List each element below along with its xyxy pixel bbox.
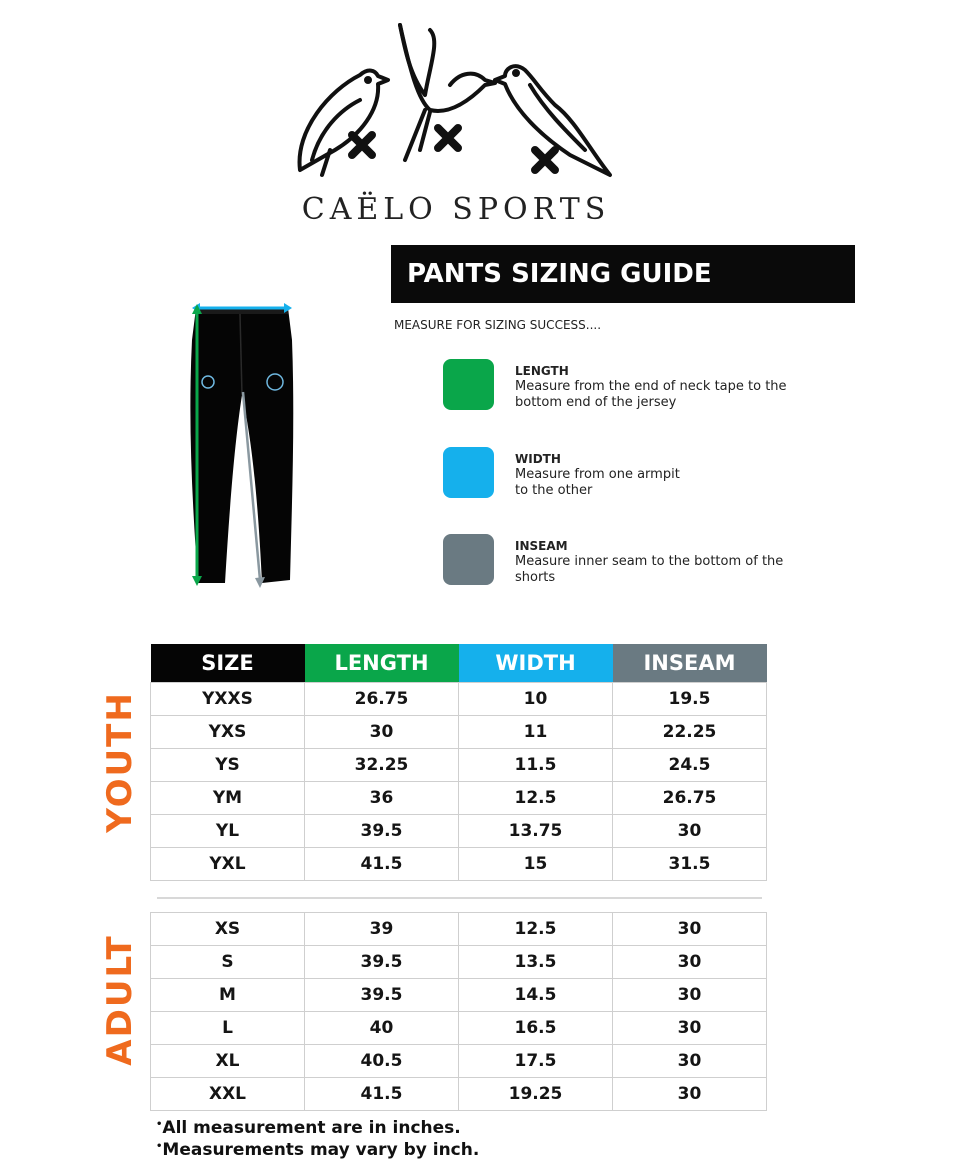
legend-width (443, 447, 843, 499)
legend-inseam (443, 534, 843, 586)
legend-length (443, 359, 843, 411)
subtitle: MEASURE FOR SIZING SUCCESS.... (394, 318, 602, 332)
table-row (151, 848, 767, 881)
cell-inseam: 24.5 (613, 749, 767, 782)
cell-size: YS (151, 749, 305, 782)
header-width: WIDTH (459, 644, 613, 683)
cell-width: 11.5 (459, 749, 613, 782)
cell-inseam: 30 (613, 1078, 767, 1111)
cell-size: XS (151, 913, 305, 946)
note-inches-text: All measurement are in inches. (162, 1118, 461, 1138)
cell-width: 12.5 (459, 782, 613, 815)
cell-inseam: 30 (613, 815, 767, 848)
cell-length: 41.5 (305, 1078, 459, 1111)
cell-size: L (151, 1012, 305, 1045)
legend-inseam-title: INSEAM (515, 539, 568, 553)
cell-length: 40 (305, 1012, 459, 1045)
cell-width: 10 (459, 683, 613, 716)
cell-length: 41.5 (305, 848, 459, 881)
cell-inseam: 30 (613, 1045, 767, 1078)
legend-width-title: WIDTH (515, 452, 561, 466)
adult-size-table (150, 912, 767, 1111)
cell-width: 13.5 (459, 946, 613, 979)
cell-size: YXXS (151, 683, 305, 716)
cell-size: M (151, 979, 305, 1012)
cell-width: 14.5 (459, 979, 613, 1012)
cell-inseam: 30 (613, 979, 767, 1012)
table-row (151, 913, 767, 946)
table-row (151, 716, 767, 749)
table-row (151, 815, 767, 848)
inseam-swatch-icon (443, 534, 494, 585)
cell-size: XXL (151, 1078, 305, 1111)
cell-width: 11 (459, 716, 613, 749)
note-bullet-icon: • (156, 1141, 163, 1152)
note-variance (156, 1140, 479, 1160)
cell-size: YXS (151, 716, 305, 749)
cell-length: 39.5 (305, 979, 459, 1012)
cell-width: 17.5 (459, 1045, 613, 1078)
cell-size: S (151, 946, 305, 979)
pants-illustration-icon (180, 300, 300, 595)
table-header-row (151, 644, 767, 683)
cell-inseam: 26.75 (613, 782, 767, 815)
youth-label: YOUTH (100, 691, 140, 833)
cell-length: 40.5 (305, 1045, 459, 1078)
cell-length: 32.25 (305, 749, 459, 782)
three-birds-logo-icon (290, 10, 620, 195)
table-row (151, 946, 767, 979)
cell-width: 15 (459, 848, 613, 881)
cell-inseam: 19.5 (613, 683, 767, 716)
cell-size: YL (151, 815, 305, 848)
cell-length: 39.5 (305, 815, 459, 848)
table-row (151, 749, 767, 782)
header-size: SIZE (151, 644, 305, 683)
cell-inseam: 30 (613, 1012, 767, 1045)
cell-inseam: 30 (613, 946, 767, 979)
adult-label: ADULT (100, 934, 140, 1066)
cell-width: 13.75 (459, 815, 613, 848)
cell-width: 12.5 (459, 913, 613, 946)
cell-length: 39 (305, 913, 459, 946)
table-row (151, 1078, 767, 1111)
table-row (151, 1045, 767, 1078)
legend-width-desc: Measure from one armpit to the other (515, 467, 680, 498)
brand-name: CAËLO SPORTS (301, 192, 611, 227)
cell-inseam: 31.5 (613, 848, 767, 881)
table-row (151, 683, 767, 716)
cell-size: YM (151, 782, 305, 815)
cell-inseam: 30 (613, 913, 767, 946)
note-variance-text: Measurements may vary by inch. (162, 1140, 480, 1160)
note-bullet-icon: • (156, 1119, 163, 1130)
legend-length-title: LENGTH (515, 364, 569, 378)
table-row (151, 979, 767, 1012)
legend-length-desc: Measure from the end of neck tape to the bottom end of the jersey (515, 379, 787, 410)
table-row (151, 1012, 767, 1045)
length-swatch-icon (443, 359, 494, 410)
note-inches (156, 1118, 461, 1138)
legend-inseam-desc: Measure inner seam to the bottom of the shorts (515, 554, 784, 585)
cell-width: 16.5 (459, 1012, 613, 1045)
header-length: LENGTH (305, 644, 459, 683)
table-row (151, 782, 767, 815)
cell-size: XL (151, 1045, 305, 1078)
cell-length: 26.75 (305, 683, 459, 716)
cell-size: YXL (151, 848, 305, 881)
section-divider (157, 897, 762, 899)
youth-size-table (150, 644, 767, 881)
cell-length: 36 (305, 782, 459, 815)
width-swatch-icon (443, 447, 494, 498)
cell-width: 19.25 (459, 1078, 613, 1111)
cell-inseam: 22.25 (613, 716, 767, 749)
page-title: PANTS SIZING GUIDE (391, 245, 855, 303)
header-inseam: INSEAM (613, 644, 767, 683)
cell-length: 30 (305, 716, 459, 749)
cell-length: 39.5 (305, 946, 459, 979)
